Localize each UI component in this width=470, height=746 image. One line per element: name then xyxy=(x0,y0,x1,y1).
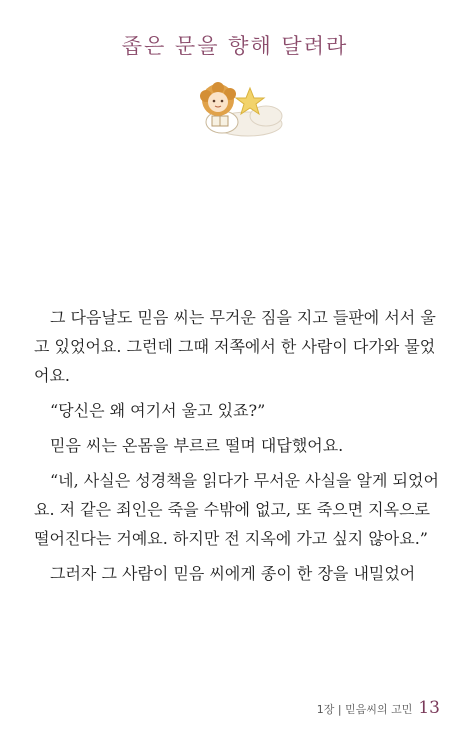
chapter-title: 좁은 문을 향해 달려라 xyxy=(121,34,349,58)
paragraph: 믿음 씨는 온몸을 부르르 떨며 대답했어요. xyxy=(50,436,344,455)
paragraph: “네, 사실은 성경책을 읽다가 무서운 사실을 알게 되었어요. 저 같은 죄인은 죽을 수밖에 없고, 또 죽으면 지옥으로 떨어진다는 거예요. 하지만 전 지옥에 가고 싶지 않아요.” xyxy=(34,471,439,548)
angel-illustration-icon xyxy=(188,78,286,140)
body-text xyxy=(34,303,444,588)
paragraph: 그 다음날도 믿음 씨는 무거운 짐을 지고 들판에 서서 울고 있었어요. 그런데 그때 저쪽에서 한 사람이 다가와 물었어요. xyxy=(34,308,436,385)
page-footer xyxy=(317,698,440,718)
chapter-label: 1장 | 믿음씨의 고민 xyxy=(316,703,413,716)
page-number: 13 xyxy=(418,698,440,718)
paragraph: “당신은 왜 여기서 울고 있죠?” xyxy=(50,401,266,420)
paragraph: 그러자 그 사람이 믿음 씨에게 종이 한 장을 내밀었어 xyxy=(50,564,416,583)
